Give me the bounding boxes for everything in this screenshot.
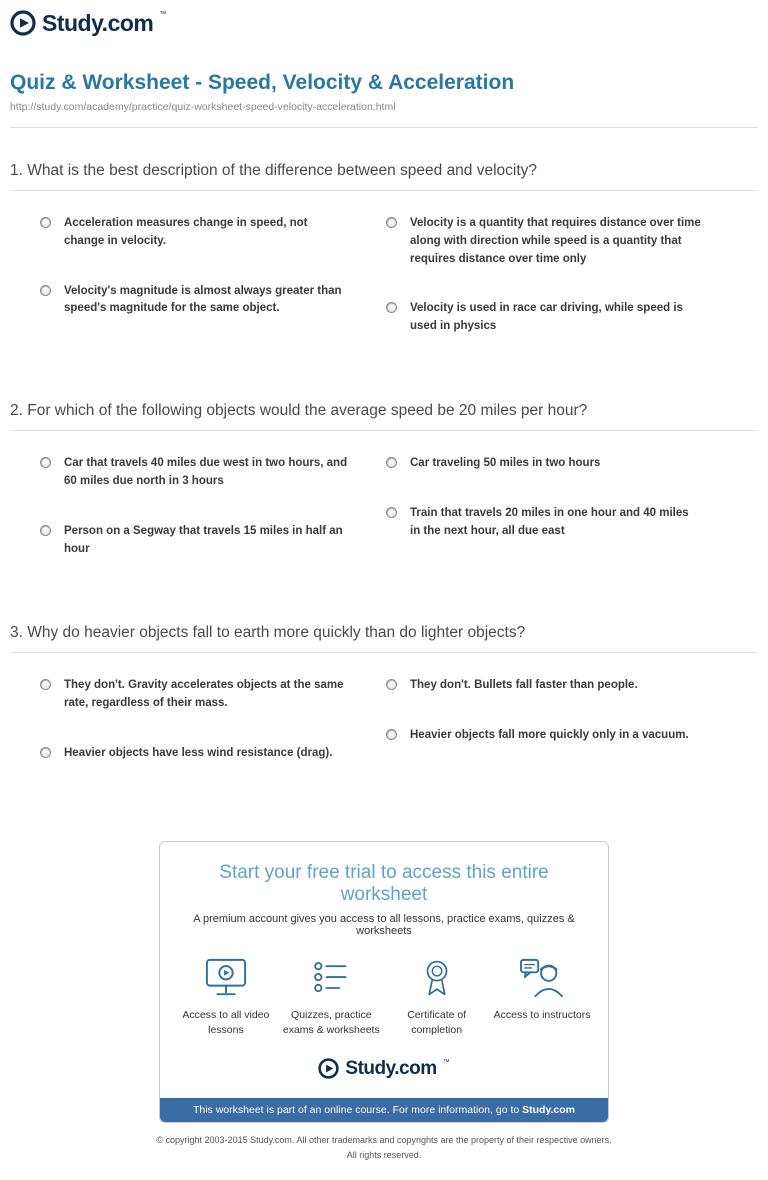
- feature-quizzes: [281, 957, 381, 1038]
- answer-option[interactable]: [40, 283, 350, 319]
- divider: [10, 652, 758, 653]
- options-grid: [0, 677, 768, 794]
- instructor-icon: [492, 957, 592, 999]
- answer-option[interactable]: [40, 455, 350, 491]
- feature-label: Certificate of completion: [407, 1008, 467, 1036]
- logo-wordmark: Study.com: [345, 1058, 437, 1080]
- options-grid: [0, 215, 768, 368]
- answer-option[interactable]: [40, 745, 350, 763]
- radio-button-icon[interactable]: [386, 217, 397, 228]
- copyright-line-1: © copyright 2003-2015 Study.com. All other trademarks and copyrights are the property of their respective owners.: [156, 1135, 612, 1146]
- studycom-logo-footer[interactable]: [160, 1058, 608, 1084]
- radio-button-icon[interactable]: [40, 525, 51, 536]
- answer-option[interactable]: [40, 677, 350, 713]
- radio-button-icon[interactable]: [386, 679, 397, 690]
- answer-option[interactable]: [386, 300, 702, 336]
- radio-button-icon[interactable]: [40, 747, 51, 758]
- answer-option[interactable]: [386, 215, 702, 268]
- options-column-left: [10, 455, 384, 590]
- divider: [10, 190, 758, 191]
- answer-option-label[interactable]: They don't. Gravity accelerates objects at the same rate, regardless of their mass.: [64, 679, 344, 710]
- question-block-2: [0, 402, 768, 590]
- radio-button-icon[interactable]: [386, 507, 397, 518]
- options-column-right: [384, 677, 758, 794]
- quiz-list-icon: [281, 957, 381, 999]
- page-title: Quiz & Worksheet - Speed, Velocity & Acceleration: [10, 71, 515, 94]
- answer-option[interactable]: [386, 455, 702, 473]
- radio-button-icon[interactable]: [386, 302, 397, 313]
- options-column-right: [384, 215, 758, 368]
- options-column-left: [10, 677, 384, 794]
- radio-button-icon[interactable]: [40, 217, 51, 228]
- site-header: [0, 0, 768, 45]
- answer-option[interactable]: [386, 677, 702, 695]
- answer-option-label[interactable]: Heavier objects have less wind resistance (drag).: [64, 746, 333, 759]
- answer-option-label[interactable]: Acceleration measures change in speed, not change in velocity.: [64, 217, 308, 247]
- feature-instructors: [492, 957, 592, 1038]
- answer-option-label[interactable]: Person on a Segway that travels 15 miles in half an hour: [64, 524, 343, 555]
- feature-label: Quizzes, practice exams & worksheets: [282, 1008, 380, 1036]
- copyright-notice: [149, 1133, 619, 1162]
- answer-option[interactable]: [386, 505, 702, 541]
- studycom-logo[interactable]: [10, 10, 166, 41]
- options-grid: [0, 455, 768, 590]
- copyright-line-2: All rights reserved.: [346, 1149, 422, 1160]
- divider: [10, 430, 758, 431]
- feature-video-lessons: [176, 957, 276, 1038]
- trademark-mark: ™: [159, 11, 167, 18]
- feature-label: Access to all video lessons: [182, 1008, 270, 1036]
- play-circle-icon: [318, 1058, 339, 1084]
- free-trial-card: [159, 841, 609, 1123]
- question-block-3: [0, 624, 768, 794]
- options-column-right: [384, 455, 758, 590]
- options-column-left: [10, 215, 384, 368]
- answer-option-label[interactable]: Heavier objects fall more quickly only in a vacuum.: [410, 729, 689, 742]
- question-title: 1. What is the best description of the difference between speed and velocity?: [10, 162, 538, 179]
- feature-label: Access to instructors: [493, 1008, 591, 1021]
- course-info-bar: [160, 1098, 608, 1122]
- feature-certificate: [387, 957, 487, 1038]
- logo-wordmark: Study.com: [42, 10, 154, 36]
- studycom-link[interactable]: Study.com: [522, 1104, 576, 1117]
- answer-option-label[interactable]: Velocity's magnitude is almost always greater than speed's magnitude for the same object.: [64, 284, 342, 315]
- answer-option-label[interactable]: Velocity is a quantity that requires distance over time along with direction while speed is a quantity that requires distance over time only: [410, 217, 701, 265]
- trial-subtitle: A premium account gives you access to all lessons, practice exams, quizzes & worksheets: [193, 912, 575, 937]
- question-title: 3. Why do heavier objects fall to earth more quickly than do lighter objects?: [10, 624, 526, 642]
- answer-option[interactable]: [386, 727, 702, 745]
- divider: [10, 127, 758, 128]
- page-url: http://study.com/academy/practice/quiz-worksheet-speed-velocity-acceleration.html: [10, 101, 396, 113]
- answer-option[interactable]: [40, 523, 350, 559]
- radio-button-icon[interactable]: [40, 285, 51, 296]
- answer-option-label[interactable]: Velocity is used in race car driving, while speed is used in physics: [410, 302, 683, 333]
- question-block-1: [0, 162, 768, 368]
- radio-button-icon[interactable]: [40, 679, 51, 690]
- answer-option[interactable]: [40, 215, 350, 251]
- feature-list: [160, 957, 608, 1038]
- answer-option-label[interactable]: They don't. Bullets fall faster than people.: [410, 679, 638, 692]
- answer-option-label[interactable]: Train that travels 20 miles in one hour and 40 miles in the next hour, all due east: [410, 506, 689, 537]
- radio-button-icon[interactable]: [386, 729, 397, 740]
- answer-option-label[interactable]: Car that travels 40 miles due west in two hours, and 60 miles due north in 3 hours: [64, 457, 348, 487]
- answer-option-label[interactable]: Car traveling 50 miles in two hours: [410, 457, 601, 470]
- question-title: 2. For which of the following objects would the average speed be 20 miles per hour?: [10, 402, 588, 420]
- trademark-mark: ™: [442, 1059, 450, 1067]
- video-monitor-icon: [176, 957, 276, 999]
- radio-button-icon[interactable]: [40, 457, 51, 468]
- radio-button-icon[interactable]: [386, 457, 397, 468]
- certificate-icon: [387, 957, 487, 999]
- trial-title: Start your free trial to access this entire worksheet: [219, 861, 549, 905]
- course-bar-text: This worksheet is part of an online course. For more information, go to: [192, 1104, 523, 1117]
- play-circle-icon: [10, 10, 36, 41]
